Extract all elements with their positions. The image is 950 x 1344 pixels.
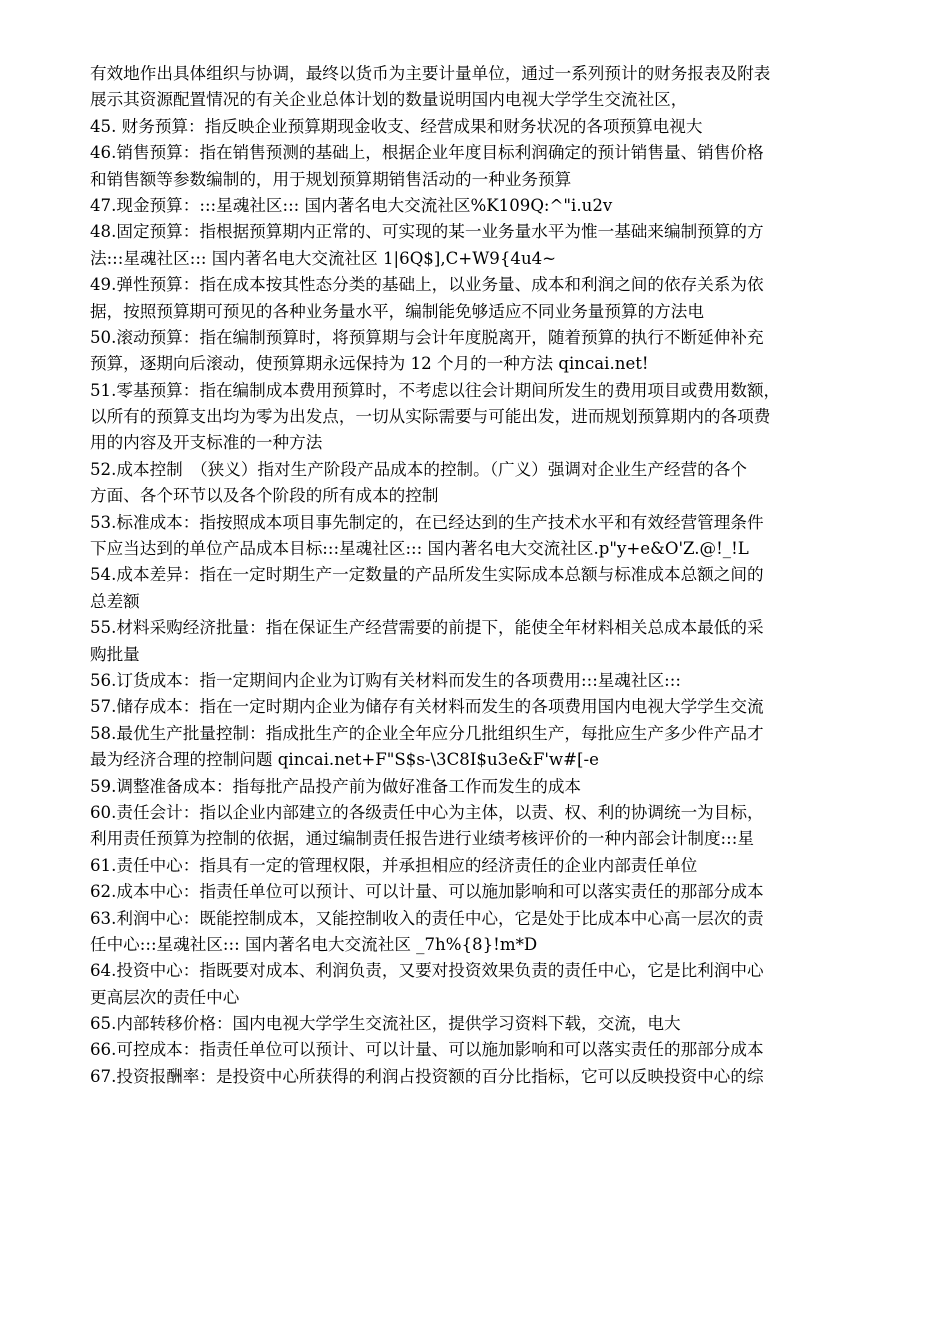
- text-line: 66.可控成本：指责任单位可以预计、可以计量、可以施加影响和可以落实责任的那部分成本: [90, 1040, 764, 1060]
- text-line: 55.材料采购经济批量：指在保证生产经营需要的前提下，能使全年材料相关总成本最低的采: [90, 618, 764, 638]
- text-line: 利用责任预算为控制的依据，通过编制责任报告进行业绩考核评价的一种内部会计制度:::星: [90, 829, 754, 849]
- text-line: 51.零基预算：指在编制成本费用预算时，不考虑以往会计期间所发生的费用项目或费用数额，: [90, 380, 781, 400]
- text-line: 46.销售预算：指在销售预测的基础上，根据企业年度目标利润确定的预计销售量、销售价格: [90, 143, 764, 163]
- text-line: 56.订货成本：指一定期间内企业为订购有关材料而发生的各项费用:::星魂社区:::: [90, 670, 681, 690]
- text-line: 65.内部转移价格：国内电视大学学生交流社区，提供学习资料下载，交流，电大: [90, 1014, 681, 1034]
- text-line: 50.滚动预算：指在编制预算时，将预算期与会计年度脱离开，随着预算的执行不断延伸补充: [90, 327, 764, 347]
- text-line: 60.责任会计：指以企业内部建立的各级责任中心为主体，以责、权、利的协调统一为目标，: [90, 802, 764, 822]
- text-line: 52.成本控制 （狭义）指对生产阶段产品成本的控制。（广义）强调对企业生产经营的各个: [90, 459, 747, 479]
- text-line: 67.投资报酬率：是投资中心所获得的利润占投资额的百分比指标，它可以反映投资中心的综: [90, 1066, 764, 1086]
- text-line: [90, 1169, 872, 1195]
- text-line: 有效地作出具体组织与协调，最终以货币为主要计量单位，通过一系列预计的财务报表及附表: [90, 64, 771, 83]
- text-line: 任中心:::星魂社区::: 国内著名电大交流社区 _7h%{8}!m*D: [90, 934, 538, 954]
- text-line: 45. 财务预算：指反映企业预算期现金收支、经营成果和财务状况的各项预算电视大: [90, 116, 703, 136]
- text-line: 总差额: [90, 591, 140, 611]
- document-body: [90, 61, 872, 1222]
- text-line: 48.固定预算：指根据预算期内正常的、可实现的某一业务量水平为惟一基础来编制预算的方: [90, 222, 764, 242]
- text-line: 57.储存成本：指在一定时期内企业为储存有关材料而发生的各项费用国内电视大学学生交流: [90, 697, 764, 717]
- text-line: 以所有的预算支出均为零为出发点，一切从实际需要与可能出发，进而规划预算期内的各项费: [90, 407, 771, 427]
- text-line: 54.成本差异：指在一定时期生产一定数量的产品所发生实际成本总额与标准成本总额之间的: [90, 565, 764, 585]
- text-line: 62.成本中心：指责任单位可以预计、可以计量、可以施加影响和可以落实责任的那部分成本: [90, 882, 764, 902]
- text-line: 59.调整准备成本：指每批产品投产前为做好准备工作而发生的成本: [90, 776, 582, 796]
- text-line: 64.投资中心：指既要对成本、利润负责，又要对投资效果负责的责任中心，它是比利润中心: [90, 961, 764, 981]
- text-line: [90, 1143, 872, 1169]
- text-line: 58.最优生产批量控制：指成批生产的企业全年应分几批组织生产，每批应生产多少件产品才: [90, 723, 764, 743]
- text-line: [90, 1117, 872, 1143]
- text-line: 法:::星魂社区::: 国内著名电大交流社区 1|6Q$],C+W9{4u4~: [90, 248, 557, 268]
- text-line: 据，按照预算期可预见的各种业务量水平，编制能免够适应不同业务量预算的方法电: [90, 301, 704, 321]
- text-line: 购批量: [90, 644, 140, 664]
- text-line: 展示其资源配置情况的有关企业总体计划的数量说明国内电视大学学生交流社区，: [90, 90, 688, 110]
- text-line: 最为经济合理的控制问题 qincai.net+F"S$s-\3C8I$u3e&F'w#[-e: [90, 750, 599, 770]
- text-line: 和销售额等参数编制的，用于规划预算期销售活动的一种业务预算: [90, 169, 572, 189]
- text-line: 更高层次的责任中心: [90, 987, 240, 1007]
- text-line: 53.标准成本：指按照成本项目事先制定的，在已经达到的生产技术水平和有效经营管理条件: [90, 512, 764, 532]
- text-line: 预算，逐期向后滚动，使预算期永远保持为 12 个月的一种方法 qincai.net!: [90, 354, 649, 374]
- text-line: 下应当达到的单位产品成本目标:::星魂社区::: 国内著名电大交流社区.p"y+e&O'Z.@!_!L: [90, 539, 749, 559]
- text-line: 49.弹性预算：指在成本按其性态分类的基础上，以业务量、成本和利润之间的依存关系为依: [90, 275, 764, 295]
- text-line: 63.利润中心：既能控制成本，又能控制收入的责任中心，它是处于比成本中心高一层次的责: [90, 908, 764, 928]
- text-line: [90, 1196, 872, 1222]
- text-line: 61.责任中心：指具有一定的管理权限，并承担相应的经济责任的企业内部责任单位: [90, 855, 698, 875]
- text-line: 47.现金预算：:::星魂社区::: 国内著名电大交流社区%K109Q:^"i.u2v: [90, 195, 613, 215]
- text-line: 用的内容及开支标准的一种方法: [90, 433, 323, 453]
- text-line: [90, 1090, 872, 1116]
- text-line: 方面、各个环节以及各个阶段的所有成本的控制: [90, 486, 439, 506]
